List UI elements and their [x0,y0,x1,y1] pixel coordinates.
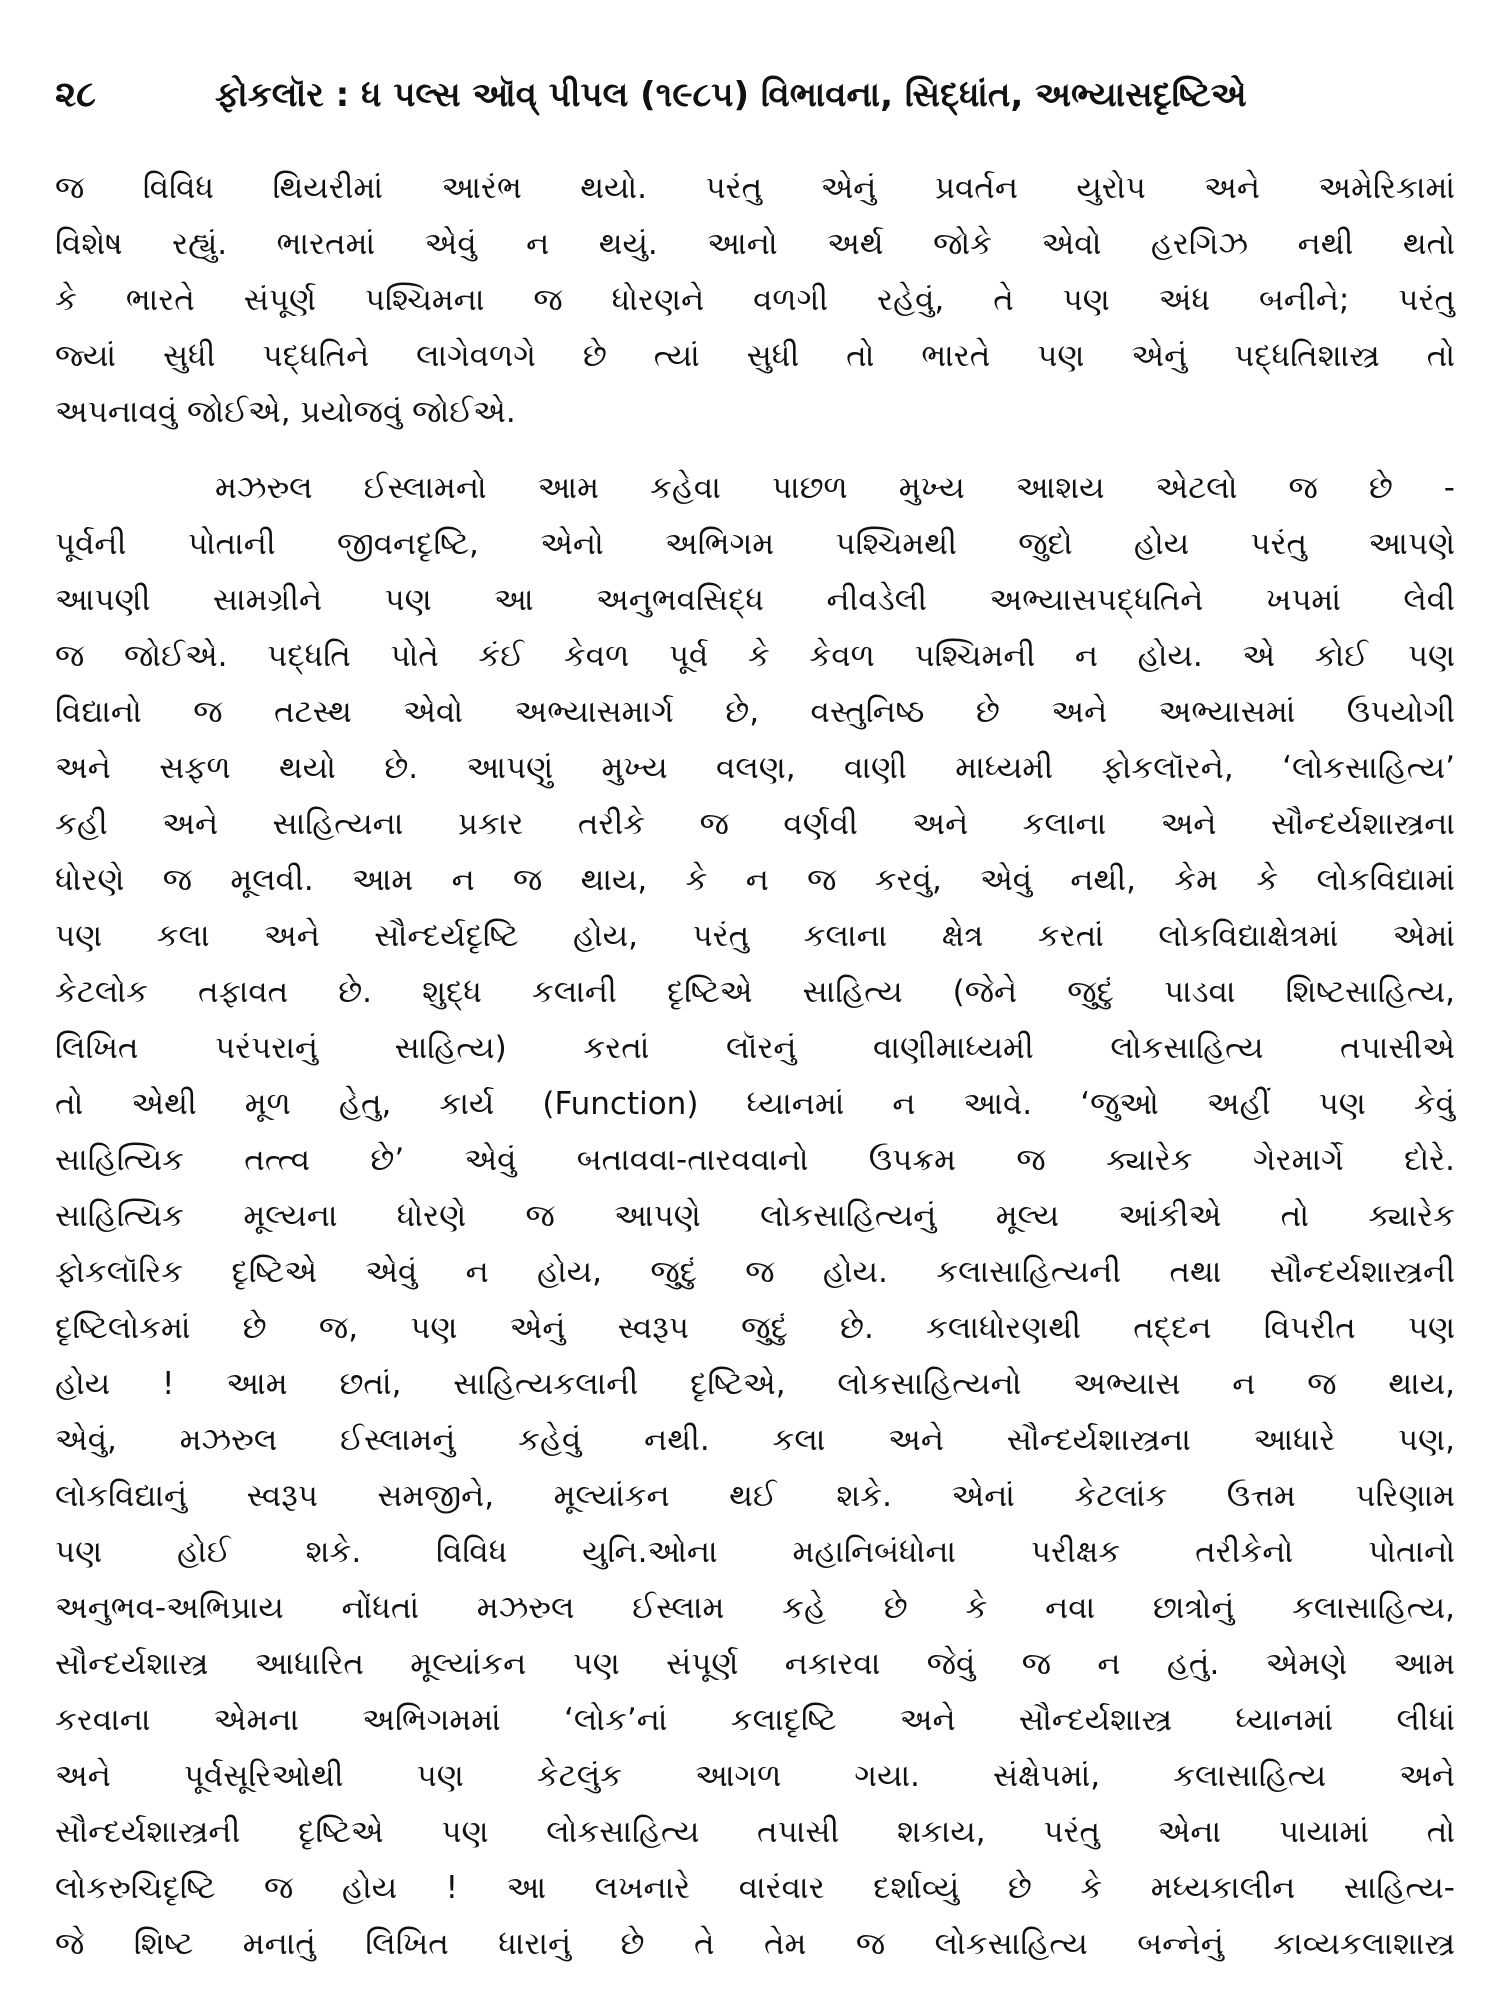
page-number: ૨૮ [55,74,96,115]
text-line: સૌન્દર્યશાસ્ત્રની દૃષ્ટિએ પણ લોકસાહિત્ય તપાસી શકાય, પરંતુ એના પાયામાં તો [55,1814,1455,1850]
text-line: વિદ્યાનો જ તટસ્થ એવો અભ્યાસમાર્ગ છે, વસ્તુનિષ્ઠ છે અને અભ્યાસમાં ઉપયોગી [55,694,1455,730]
text-line: કે ભારતે સંપૂર્ણ પશ્ચિમના જ ધોરણને વળગી રહેવું, તે પણ અંધ બનીને; પરંતુ [55,282,1455,318]
text-line: સૌન્દર્યશાસ્ત્ર આધારિત મૂલ્યાંકન પણ સંપૂર્ણ નકારવા જેવું જ ન હતું. એમણે આમ [55,1646,1455,1682]
text-line: કરવાના એમના અભિગમમાં ‘લોક’નાં કલાદૃષ્ટિ અને સૌન્દર્યશાસ્ત્ર ધ્યાનમાં લીધાં [55,1702,1455,1738]
page-header [55,65,1455,125]
text-line: કેટલોક તફાવત છે. શુદ્ધ કલાની દૃષ્ટિએ સાહિત્ય (જેને જુદું પાડવા શિષ્ટસાહિત્ય, [55,974,1455,1010]
running-head: ફોકલૉર : ધ પલ્સ ઑવ્ પીપલ (૧૯૮૫) વિભાવના, સિદ્ધાંત, અભ્યાસદૃષ્ટિએ [215,75,1247,115]
text-line: લોકરુચિદૃષ્ટિ જ હોય ! આ લખનારે વારંવાર દર્શાવ્યું છે કે મધ્યકાલીન સાહિત્ય- [55,1870,1455,1906]
text-line: લિખિત પરંપરાનું સાહિત્ય) કરતાં લૉરનું વાણીમાધ્યમી લોકસાહિત્ય તપાસીએ [55,1030,1455,1066]
text-line: મઝરુલ ઈસ્લામનો આમ કહેવા પાછળ મુખ્ય આશય એટલો જ છે - [215,470,1455,506]
text-line: સાહિત્યિક તત્ત્વ છે’ એવું બતાવવા-તારવવાનો ઉપક્રમ જ ક્યારેક ગેરમાર્ગે દોરે. [55,1142,1455,1178]
text-line: પણ હોઈ શકે. વિવિધ યુનિ.ઓના મહાનિબંધોના પરીક્ષક તરીકેનો પોતાનો [55,1534,1455,1570]
text-line: કહી અને સાહિત્યના પ્રકાર તરીકે જ વર્ણવી અને કલાના અને સૌન્દર્યશાસ્ત્રના [55,806,1455,842]
text-line: સાહિત્યિક મૂલ્યના ધોરણે જ આપણે લોકસાહિત્યનું મૂલ્ય આંકીએ તો ક્યારેક [55,1198,1455,1234]
text-line: અપનાવવું જોઈએ, પ્રયોજવું જોઈએ. [55,394,516,430]
text-line: પણ કલા અને સૌન્દર્યદૃષ્ટિ હોય, પરંતુ કલાના ક્ષેત્ર કરતાં લોકવિદ્યાક્ષેત્રમાં એમાં [55,918,1455,954]
text-line: અનુભવ-અભિપ્રાય નોંધતાં મઝરુલ ઈસ્લામ કહે છે કે નવા છાત્રોનું કલાસાહિત્ય, [55,1590,1455,1626]
text-line: ધોરણે જ મૂલવી. આમ ન જ થાય, કે ન જ કરવું, એવું નથી, કેમ કે લોકવિદ્યામાં [55,862,1455,898]
paragraph-gap [55,440,1455,460]
text-line: તો એથી મૂળ હેતુ, કાર્ય (Function) ધ્યાનમાં ન આવે. ‘જુઓ અહીં પણ કેવું [55,1086,1455,1122]
text-line: જ્યાં સુધી પદ્ધતિને લાગેવળગે છે ત્યાં સુધી તો ભારતે પણ એનું પદ્ધતિશાસ્ત્ર તો [55,338,1455,374]
text-line: ફોકલૉરિક દૃષ્ટિએ એવું ન હોય, જુદું જ હોય. કલાસાહિત્યની તથા સૌન્દર્યશાસ્ત્રની [55,1254,1455,1290]
text-line: આપણી સામગ્રીને પણ આ અનુભવસિદ્ધ નીવડેલી અભ્યાસપદ્ધતિને ખપમાં લેવી [55,582,1455,618]
text-line: અને પૂર્વસૂરિઓથી પણ કેટલુંક આગળ ગયા. સંક્ષેપમાં, કલાસાહિત્ય અને [55,1758,1455,1794]
paragraph-1 [55,160,1455,440]
text-line: લોકવિદ્યાનું સ્વરૂપ સમજીને, મૂલ્યાંકન થઈ શકે. એનાં કેટલાંક ઉત્તમ પરિણામ [55,1478,1455,1514]
text-line: અને સફળ થયો છે. આપણું મુખ્ય વલણ, વાણી માધ્યમી ફોકલૉરને, ‘લોકસાહિત્ય’ [55,750,1455,786]
text-line: જ વિવિધ થિયરીમાં આરંભ થયો. પરંતુ એનું પ્રવર્તન યુરોપ અને અમેરિકામાં [55,170,1455,206]
text-line: જે શિષ્ટ મનાતું લિખિત ધારાનું છે તે તેમ જ લોકસાહિત્ય બન્નેનું કાવ્યકલાશાસ્ત્ર [55,1926,1455,1962]
text-line: દૃષ્ટિલોકમાં છે જ, પણ એનું સ્વરૂપ જુદું છે. કલાધોરણથી તદ્દન વિપરીત પણ [55,1310,1455,1346]
text-line: જ જોઈએ. પદ્ધતિ પોતે કંઈ કેવળ પૂર્વ કે કેવળ પશ્ચિમની ન હોય. એ કોઈ પણ [55,638,1455,674]
text-line: એવું, મઝરુલ ઈસ્લામનું કહેવું નથી. કલા અને સૌન્દર્યશાસ્ત્રના આધારે પણ, [55,1422,1455,1458]
text-line: પૂર્વની પોતાની જીવનદૃષ્ટિ, એનો અભિગમ પશ્ચિમથી જુદો હોય પરંતુ આપણે [55,526,1455,562]
text-line: હોય ! આમ છતાં, સાહિત્યકલાની દૃષ્ટિએ, લોકસાહિત્યનો અભ્યાસ ન જ થાય, [55,1366,1455,1402]
body-text [55,160,1455,1972]
paragraph-2 [55,460,1455,1972]
text-line: વિશેષ રહ્યું. ભારતમાં એવું ન થયું. આનો અર્થ જોકે એવો હરગિઝ નથી થતો [55,226,1455,262]
